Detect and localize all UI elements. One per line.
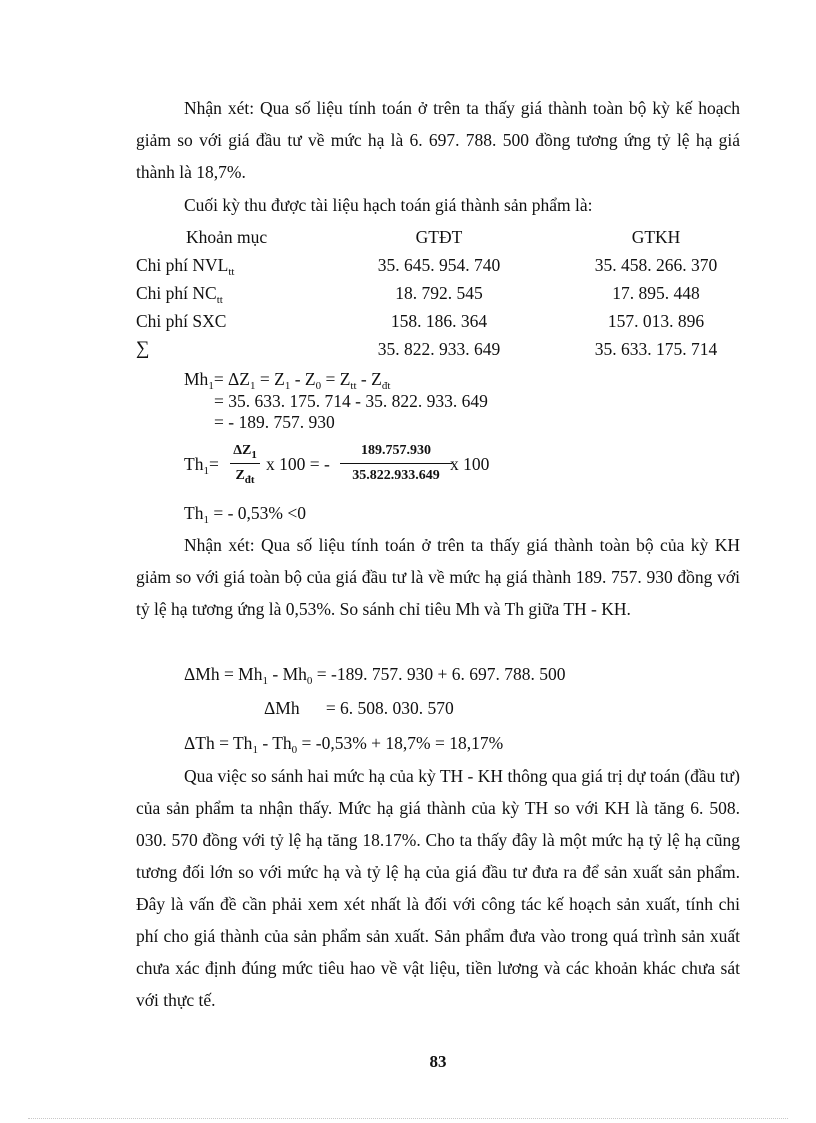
table-cell-gtkh: 17. 895. 448 [612, 283, 700, 303]
formula-mh1-line1: $Mh_1= \Delta Z_1 = Z_1 - Z_0 = Z_{tt} - Z_{đt}$ [184, 369, 391, 392]
table-cell-gtdt: 35. 822. 933. 649 [377, 339, 501, 359]
formula-dth: $\Delta Th = Th_1 - Th_0 = -0,53\% + 18,7\% = 18,17\%$ [184, 733, 504, 756]
th1-lhs: $Th_1=$ [184, 454, 219, 477]
table-row-label: Chi phí $NC_{tt}$ [136, 283, 223, 306]
table-row-label: Chi phí $NVL_{tt}$ [136, 255, 235, 278]
table-cell-gtkh: 35. 633. 175. 714 [594, 339, 718, 359]
table-header-item: Khoản mục [186, 227, 268, 247]
formula-dmh-line1: $\Delta Mh = Mh_1 - Mh_0 = -189$. 757. 930 + 6. 697. 788. 500 [184, 664, 566, 687]
formula-mh1-line3: = - 189. 757. 930 [214, 412, 335, 432]
table-cell-gtkh: 35. 458. 266. 370 [594, 255, 718, 275]
table-intro: Cuối kỳ thu được tài liệu hạch toán giá thành sản phẩm là: [184, 195, 593, 215]
table-row-sum-label: ∑ [136, 338, 150, 359]
formula-dmh-line2: ΔMh = 6. 508. 030. 570 [264, 698, 454, 718]
table-header-gtkh: GTKH [631, 227, 681, 247]
fraction-values: 189.757.930 35.822.933.649 [340, 442, 452, 485]
th1-mid: x 100 = - [266, 454, 330, 474]
paragraph-comparison: Qua việc so sánh hai mức hạ của kỳ TH - KH thông qua giá trị dự toán (đầu tư) của sản phẩm ta nhận thấy. Mức hạ giá thành của kỳ TH so với KH là tăng 6. 508. 030. 570 đồng với tỷ lệ hạ tăng 18.17%. Cho ta thấy đây là một mức hạ tỷ lệ hạ cũng tương đối lớn so với mức hạ và tỷ lệ hạ của giá đầu tư đưa ra để sản xuất sản phẩm. Đây là vấn đề cần phải xem xét nhất là đối với công tác kế hoạch sản xuất, tính chi phí cho giá thành của sản phẩm sản xuất. Sản phẩm đưa vào trong quá trình sản xuất chưa xác định đúng mức tiêu hao về vật liệu, tiền lương và các khoản khác chưa sát với thực tế. [136, 766, 740, 1010]
paragraph-remark-2: Nhận xét: Qua số liệu tính toán ở trên ta thấy giá thành toàn bộ của kỳ KH giảm so với giá toàn bộ của giá đầu tư là về mức hạ giá thành 189. 757. 930 đồng với tỷ lệ hạ tương ứng là 0,53%. So sánh chỉ tiêu Mh và Th giữa TH - KH. [136, 535, 740, 619]
footer-divider [28, 1118, 788, 1119]
table-header-gtdt: GTĐT [415, 227, 463, 247]
paragraph-remark-1: Nhận xét: Qua số liệu tính toán ở trên ta thấy giá thành toàn bộ kỳ kế hoạch giảm so với giá đầu tư về mức hạ là 6. 697. 788. 500 đồng tương ứng tỷ lệ hạ giá thành là 18,7%. [136, 98, 740, 182]
th1-result: $Th_1$ = - 0,53% <0 [184, 503, 306, 526]
table-cell-gtdt: 158. 186. 364 [390, 311, 488, 331]
th1-tail: x 100 [450, 454, 490, 474]
table-cell-gtkh: 157. 013. 896 [607, 311, 705, 331]
table-cell-gtdt: 35. 645. 954. 740 [377, 255, 501, 275]
page-number: 83 [429, 1052, 447, 1071]
fraction-dz-over-z: $\Delta Z_1$ $Z_{đt}$ [230, 442, 260, 485]
formula-mh1-line2: = 35. 633. 175. 714 - 35. 822. 933. 649 [214, 391, 488, 411]
table-cell-gtdt: 18. 792. 545 [395, 283, 483, 303]
table-row-label: Chi phí SXC [136, 311, 227, 331]
